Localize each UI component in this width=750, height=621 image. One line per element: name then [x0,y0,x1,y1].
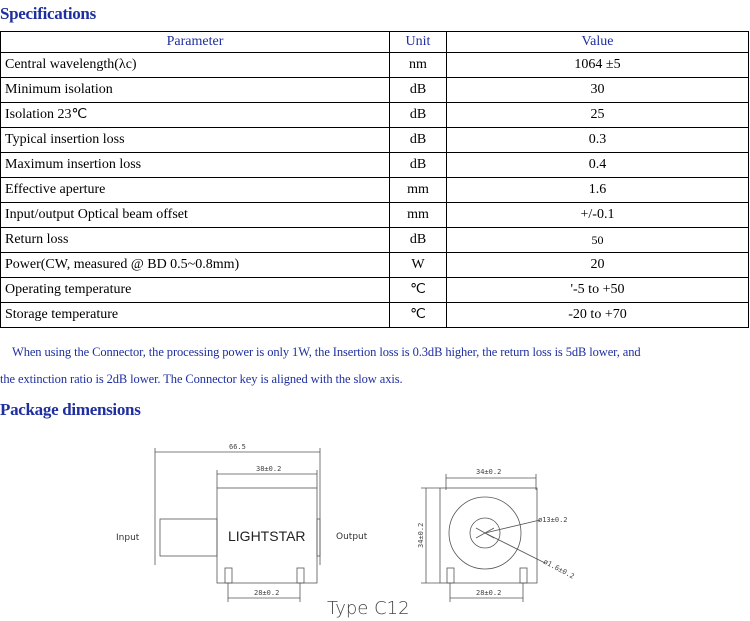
parameter-cell: Central wavelength(λc) [1,53,390,78]
value-cell: '-5 to +50 [447,278,749,303]
header-value: Value [447,32,749,53]
parameter-cell: Power(CW, measured @ BD 0.5~0.8mm) [1,253,390,278]
parameter-cell: Storage temperature [1,303,390,328]
outer-diameter-label: ø13±0.2 [538,516,568,524]
parameter-cell: Isolation 23℃ [1,103,390,128]
specifications-heading: Specifications [0,4,96,23]
value-cell: 0.4 [447,153,749,178]
parameter-cell: Operating temperature [1,278,390,303]
unit-cell: dB [390,128,447,153]
unit-cell: mm [390,178,447,203]
unit-cell: W [390,253,447,278]
value-cell: 50 [447,228,749,253]
brand-label: LIGHTSTAR [228,528,306,544]
value-cell: 25 [447,103,749,128]
unit-cell: dB [390,228,447,253]
end-mount-spacing-label: 28±0.2 [476,589,502,597]
unit-cell: ℃ [390,278,447,303]
inner-diameter-label: ø1.6±0.2 [542,557,576,581]
value-cell: 1.6 [447,178,749,203]
header-unit: Unit [390,32,447,53]
parameter-cell: Typical insertion loss [1,128,390,153]
value-cell: +/-0.1 [447,203,749,228]
value-cell: 0.3 [447,128,749,153]
value-cell: -20 to +70 [447,303,749,328]
unit-cell: dB [390,78,447,103]
mount-spacing-label: 28±0.2 [254,589,280,597]
unit-cell: dB [390,103,447,128]
parameter-cell: Input/output Optical beam offset [1,203,390,228]
value-cell: 1064 ±5 [447,53,749,78]
end-height-label: 34±0.2 [417,522,425,548]
end-width-label: 34±0.2 [476,468,502,476]
unit-cell: nm [390,53,447,78]
type-label: Type C12 [327,598,410,619]
parameter-cell: Return loss [1,228,390,253]
unit-cell: ℃ [390,303,447,328]
overall-length-label: 66.5 [229,443,246,451]
output-label: Output [336,532,368,542]
parameter-cell: Maximum insertion loss [1,153,390,178]
parameter-cell: Effective aperture [1,178,390,203]
connector-note-line-2: the extinction ratio is 2dB lower. The Connector key is aligned with the slow axis. [0,372,403,386]
input-label: Input [116,533,140,543]
package-heading: Package dimensions [0,400,141,419]
value-cell: 20 [447,253,749,278]
body-width-label: 38±0.2 [256,465,282,473]
value-cell: 30 [447,78,749,103]
unit-cell: mm [390,203,447,228]
unit-cell: dB [390,153,447,178]
input-tube [160,519,217,556]
parameter-cell: Minimum isolation [1,78,390,103]
connector-note-line-1: When using the Connector, the processing power is only 1W, the Insertion loss is 0.3dB higher, the return loss is 5dB lower, and [12,345,641,359]
header-parameter: Parameter [1,32,390,53]
